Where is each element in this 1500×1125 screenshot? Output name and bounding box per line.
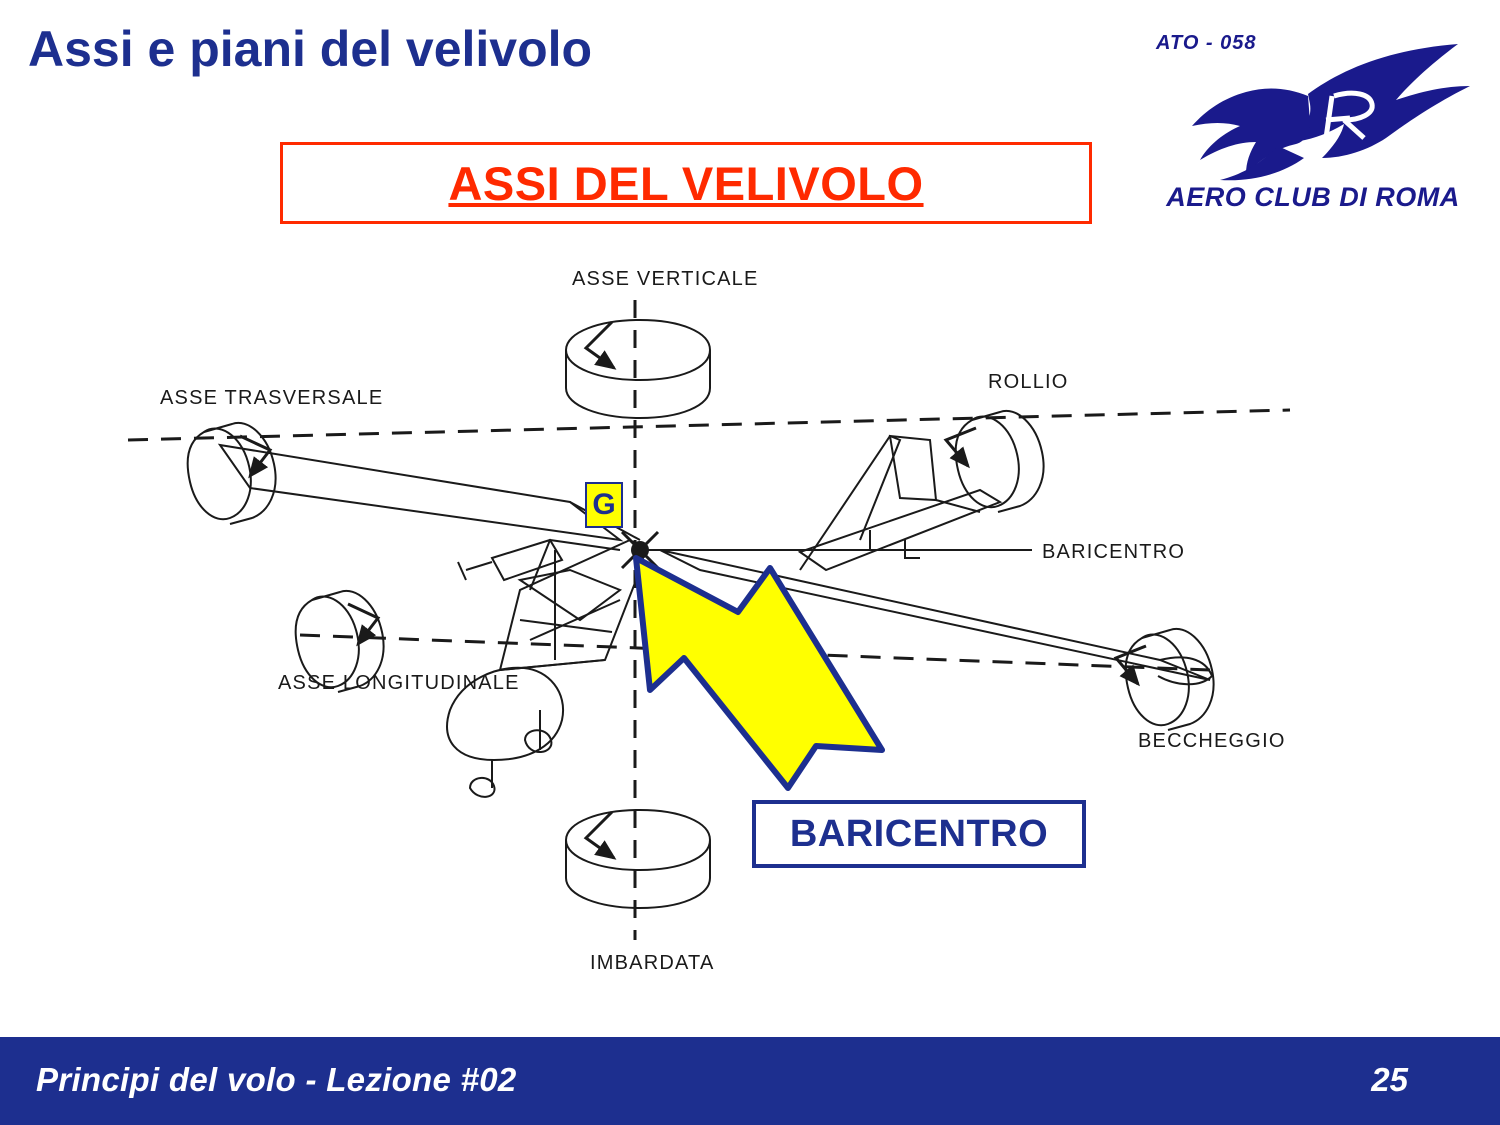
center-of-gravity-marker: G xyxy=(585,482,623,528)
caption-asse-trasversale: ASSE TRASVERSALE xyxy=(160,387,384,409)
baricentro-label: BARICENTRO xyxy=(789,812,1049,855)
footer-bar xyxy=(0,1037,1500,1125)
caption-asse-longitudinale: ASSE LONGITUDINALE xyxy=(278,672,520,694)
assi-del-velivolo-label: ASSI DEL VELIVOLO xyxy=(448,156,924,210)
caption-beccheggio: BECCHEGGIO xyxy=(1138,730,1286,752)
baricentro-callout-box xyxy=(752,800,1086,868)
caption-baricentro-line: BARICENTRO xyxy=(1042,541,1186,563)
caption-asse-verticale: ASSE VERTICALE xyxy=(572,268,759,290)
caption-imbardata: IMBARDATA xyxy=(590,952,715,974)
footer-page-number: 25 xyxy=(1371,1061,1408,1098)
ato-code-label: ATO - 058 xyxy=(1156,32,1257,54)
assi-del-velivolo-box xyxy=(280,142,1092,224)
club-name-label: AERO CLUB DI ROMA xyxy=(1166,182,1460,212)
footer-lesson-label: Principi del volo - Lezione #02 xyxy=(36,1061,517,1098)
aircraft-axes-diagram xyxy=(100,240,1420,1000)
aero-club-logo-block xyxy=(1148,14,1478,224)
eagle-icon xyxy=(1158,42,1478,182)
caption-rollio: ROLLIO xyxy=(988,371,1069,393)
page-title: Assi e piani del velivolo xyxy=(28,21,593,77)
